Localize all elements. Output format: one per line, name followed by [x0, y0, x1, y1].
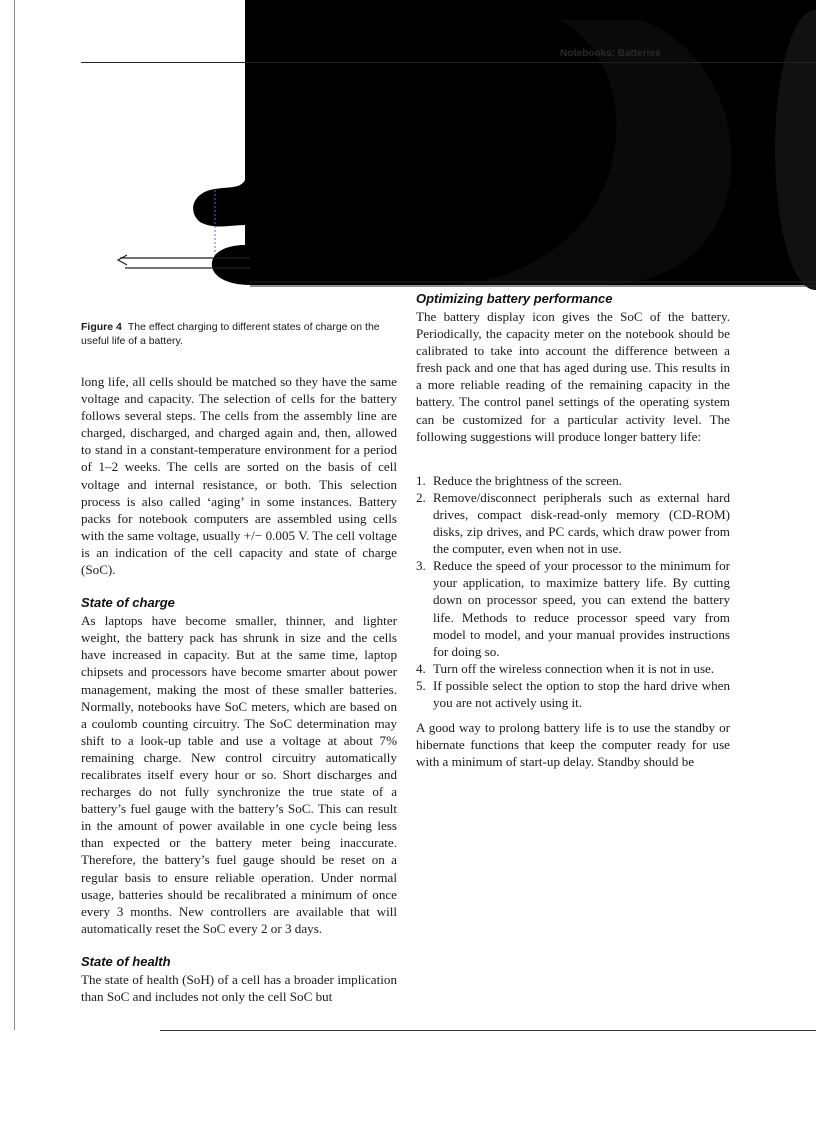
figure-caption-text: The effect charging to different states of charge on the useful life of a battery. — [81, 321, 380, 347]
state-of-health-heading: State of health — [81, 953, 171, 969]
list-item-number: 5. — [416, 677, 426, 693]
list-item-number: 2. — [416, 489, 426, 505]
right-column — [416, 290, 730, 770]
state-of-charge-paragraph: As laptops have become smaller, thinner, and lighter weight, the battery pack has shrunk in size and the cells have increased in capacity. But at the same time, laptop chipsets and processors have become smarter about power management, making the most of these smaller batteries. Normally, notebooks have SoC meters, which are based on a coulomb counting circuitry. The SoC determination may shift to a look-up table and use a voltage at about 7% remaining charge. New control circuitry automatically recalibrates itself every hour or so. Short discharges and recharges do not fully synchronize the true state of a battery’s fuel gauge with the battery’s SoC. This can result in the amount of power available in one cycle being less than expected or the battery meter being inaccurate. Therefore, the battery’s fuel gauge should be reset on a regular basis to ensure reliable operation. Under normal usage, batteries should be recalibrated a minimum of once every 3 months. New controllers are available that will automatically reset the SoC every 2 or 3 days. — [81, 613, 397, 936]
list-item — [416, 660, 730, 677]
footer-rule — [160, 1030, 816, 1031]
figure-caption — [81, 320, 397, 348]
optimizing-battery-heading: Optimizing battery performance — [416, 291, 613, 306]
header-rule — [81, 62, 816, 63]
chapter-artwork — [0, 0, 816, 295]
list-item — [416, 472, 730, 489]
running-header: Notebooks: Batteries — [560, 48, 661, 59]
optimizing-intro-paragraph: The battery display icon gives the SoC of the battery. Periodically, the capacity meter on the notebook should be calibrated to take into account the difference between a fresh pack and one that has aged during use. This results in a more reliable reading of the remaining capacity in the battery. The control panel settings of the operating system can be customized for a particular activity level. The following suggestions will produce longer battery life: — [416, 309, 730, 444]
closing-paragraph: A good way to prolong battery life is to use the standby or hibernate functions that keep the computer ready for use with a minimum of start-up delay. Standby should be — [416, 720, 730, 770]
left-column — [81, 373, 397, 1005]
state-of-health-paragraph: The state of health (SoH) of a cell has a broader implication than SoC and includes not only the cell SoC but — [81, 971, 397, 1004]
list-item — [416, 557, 730, 660]
list-item-text: Turn off the wireless connection when it is not in use. — [433, 660, 715, 676]
list-item-text: Remove/disconnect peripherals such as external hard drives, compact disk-read-only memory (CD-ROM) disks, zip drives, and PC cards, which draw power from the computer, even when not in use. — [433, 489, 730, 557]
list-item-text: Reduce the brightness of the screen. — [433, 472, 623, 488]
figure-label: Figure 4 — [81, 321, 122, 333]
suggestions-list — [416, 472, 730, 711]
list-item-text: Reduce the speed of your processor to the minimum for your application, to maximize battery life. By cutting down on processor speed, you can extend the battery life. Methods to reduce processor speed vary from model to model, and your manual provides instructions for doing so. — [433, 558, 730, 659]
list-item-number: 1. — [416, 472, 426, 488]
list-item-number: 3. — [416, 558, 426, 574]
list-item-number: 4. — [416, 660, 426, 676]
list-item-text: If possible select the option to stop the hard drive when you are not actively using it. — [433, 677, 730, 710]
state-of-charge-heading: State of charge — [81, 595, 175, 611]
list-item — [416, 489, 730, 557]
list-item — [416, 677, 730, 711]
intro-paragraph: long life, all cells should be matched so they have the same voltage and capacity. The selection of cells for the battery follows several steps. The cells from the assembly line are charged, discharged, and charged again and, then, allowed to stand in a constant-temperature environment for a period of 1–2 weeks. The cells are sorted on the basis of cell voltage and internal resistance, or both. This selection process is also called ‘aging’ in some instances. Battery packs for notebook computers are assembled using cells with the same voltage, usually +/− 0.005 V. The cell voltage is an indication of the cell capacity and state of charge (SoC). — [81, 374, 397, 578]
